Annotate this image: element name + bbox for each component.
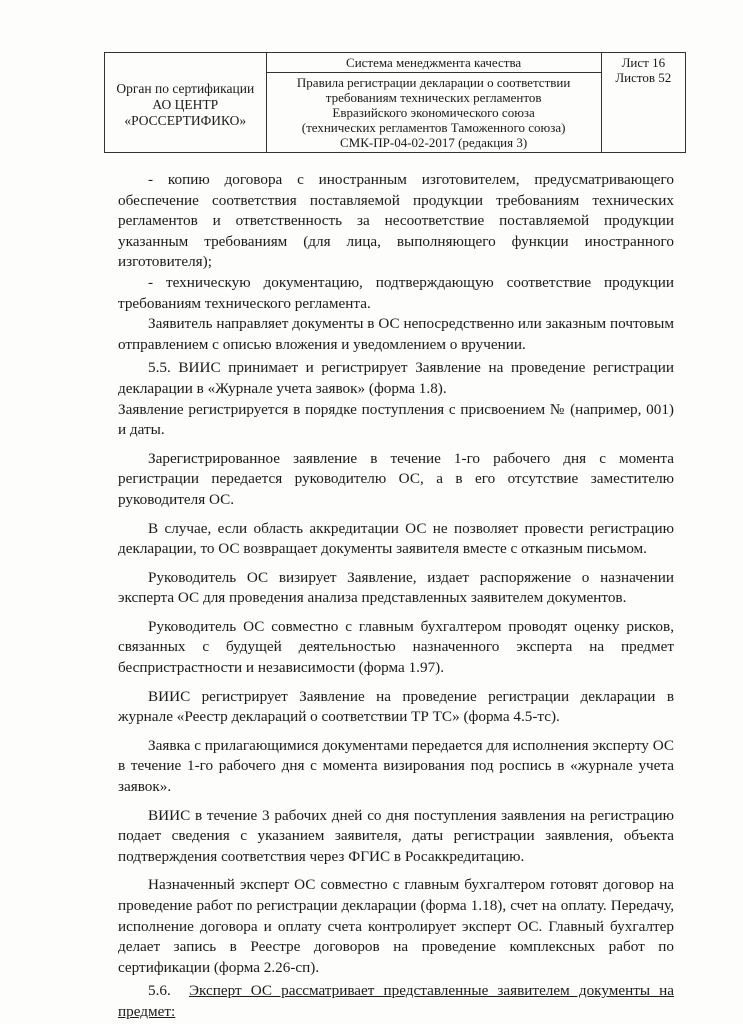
body-paragraph: Руководитель ОС совместно с главным бухгалтером проводят оценку рисков, связанных с будущей деятельностью назначенного эксперта на предмет беспристрастности и независимости (форма 1.97). [118,617,674,677]
doc-title-line: требованиям технических регламентов [325,90,542,105]
org-line: АО ЦЕНТР [152,96,219,112]
doc-code: СМК-ПР-04-02-2017 (редакция 3) [340,135,528,150]
body-paragraph: ВИИС регистрирует Заявление на проведение регистрации декларации в журнале «Реестр деклараций о соответствии ТР ТС» (форма 4.5-тс). [118,687,674,726]
document-body [118,170,674,1023]
org-line: Орган по сертификации [116,80,255,96]
doc-title-line: Правила регистрации декларации о соответствии [296,75,571,90]
sheet-number: Лист 16 [621,55,666,70]
body-paragraph: ВИИС в течение 3 рабочих дней со дня поступления заявления на регистрацию подает сведения с указанием заявителя, даты регистрации заявления, объекта подтверждения соответствия через ФГИС в Росаккредитацию. [118,806,674,865]
doc-title-line: Евразийского экономического союза [332,105,535,120]
section-number: 5.6. [148,982,171,1000]
section-5-6-paragraph [118,981,674,1022]
section-5-6-underlined-text: Эксперт ОС рассматривает представленные заявителем документы на предмет: [118,982,674,1020]
body-paragraph: В случае, если область аккредитации ОС не позволяет провести регистрацию декларации, то ОС возвращает документы заявителя вместе с отказным письмом. [118,519,674,558]
body-paragraph: - копию договора с иностранным изготовителем, предусматривающего обеспечение соответствия поставляемой продукции требованиям технических регламентов и ответственность за несоответствие поставляемой продукции указанным требованиям (для лица, выполняющего функции иностранного изготовителя); [118,171,674,271]
document-header-table [104,52,686,153]
quality-system-cell: Система менеджмента качества [266,53,601,73]
body-paragraph: - техническую документацию, подтверждающую соответствие продукции требованиям технического регламента. [118,273,674,312]
org-line: «РОССЕРТИФИКО» [124,112,247,128]
body-paragraph: Заявка с прилагающимися документами передается для исполнения эксперту ОС в течение 1-го рабочего дня с момента визирования под роспись в «журнале учета заявок». [118,736,674,796]
sheets-total: Листов 52 [615,70,672,85]
body-paragraph: Руководитель ОС визирует Заявление, издает распоряжение о назначении эксперта ОС для проведения анализа представленных заявителем документов. [118,568,674,607]
body-paragraph: Зарегистрированное заявление в течение 1-го рабочего дня с момента регистрации передается руководителю ОС, а в его отсутствие заместителю руководителя ОС. [118,449,674,508]
document-title-cell [266,73,601,153]
section-5-5-paragraph: 5.5. ВИИС принимает и регистрирует Заявление на проведение регистрации декларации в «Журнале учета заявок» (форма 1.8). [118,359,674,397]
body-paragraph: Заявление регистрируется в порядке поступления с присвоением № (например, 001) и даты. [118,400,674,439]
sheet-info-cell [601,53,685,153]
body-paragraph: Заявитель направляет документы в ОС непосредственно или заказным почтовым отправлением с описью вложения и уведомлением о вручении. [118,315,674,353]
certification-body-cell [105,53,267,153]
doc-title-line: (технических регламентов Таможенного союза) [301,120,566,135]
body-paragraph: Назначенный эксперт ОС совместно с главным бухгалтером готовят договор на проведение работ по регистрации декларации (форма 1.18), счет на оплату. Передачу, исполнение договора и оплату счета контролирует эксперт ОС. Главный бухгалтер делает запись в Реестре договоров на проведение комплексных работ по сертификации (форма 2.26-сп). [118,876,674,976]
